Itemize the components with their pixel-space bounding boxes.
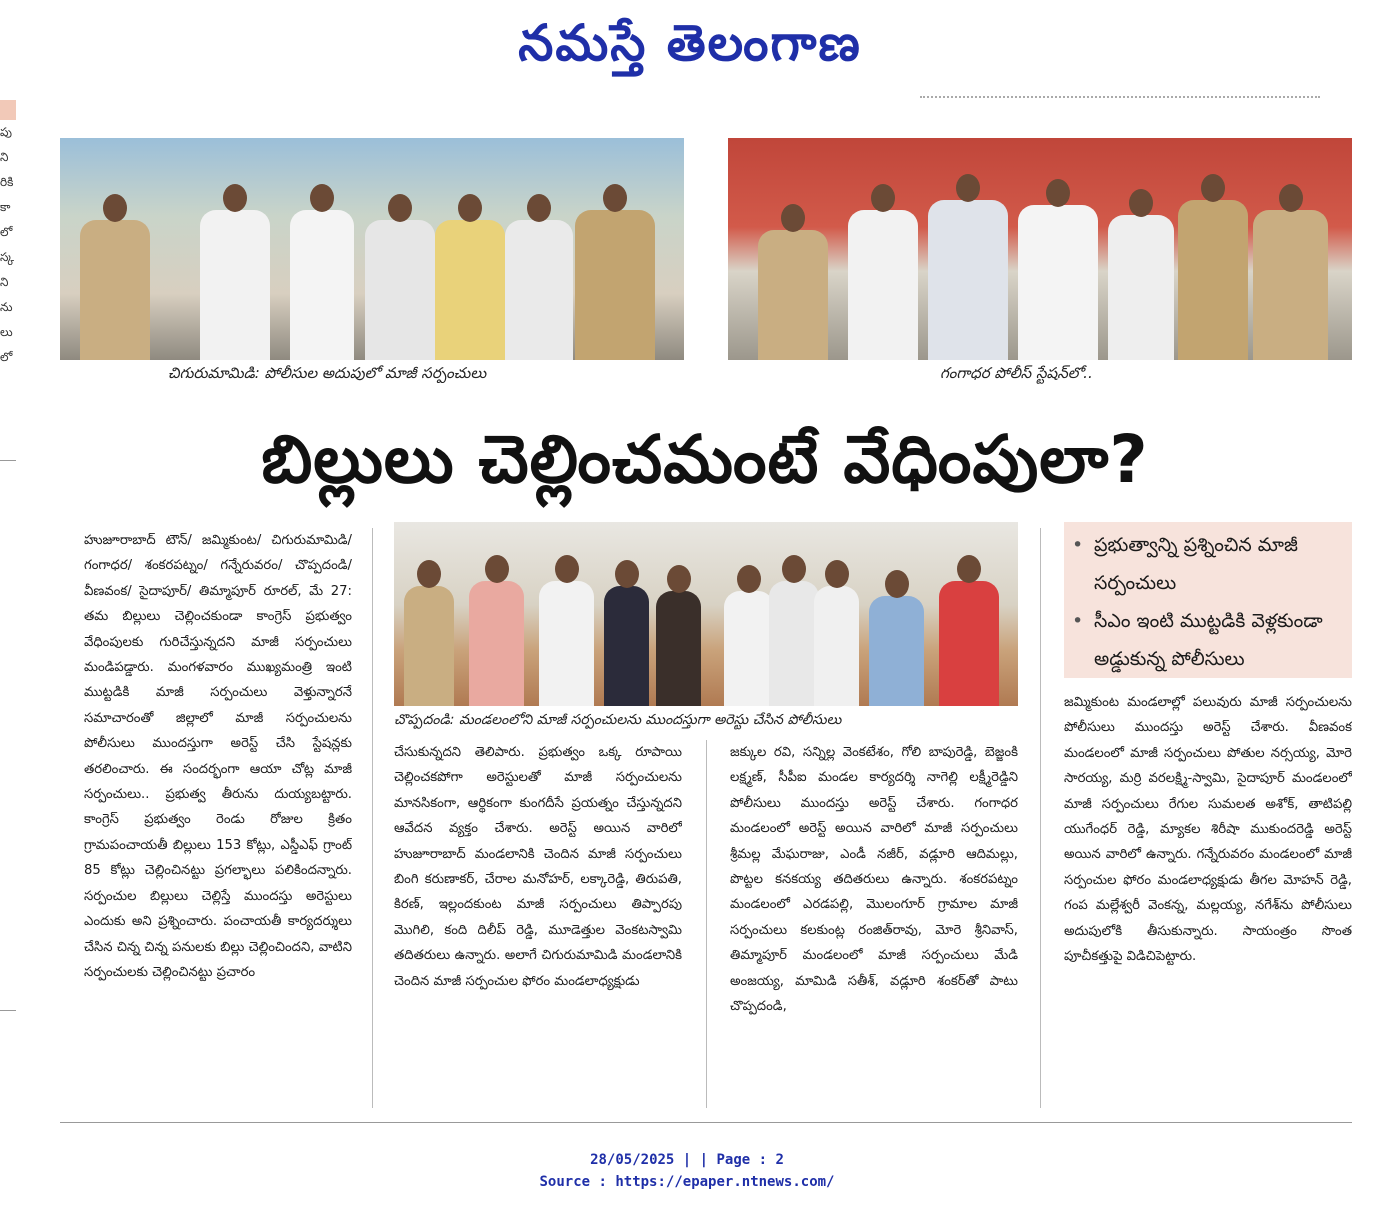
strip-text: లు: [0, 325, 13, 339]
person-figure: [814, 586, 859, 706]
article-column-1: హుజూరాబాద్ టౌన్/ జమ్మికుంట/ చిగురుమామిడి/ గంగాధర/ శంకరపట్నం/ గన్నేరువరం/ చొప్పదండి/వీణవంక/ సైదాపూర్/ తిమ్మాపూర్ రూరల్, మే 27: తమ బిల్లులు చెల్లించకుండా కాంగ్రెస్ ప్రభుత్వం వేధింపులకు గురిచేస్తున్నదని మాజీ సర్పంచులు మండిపడ్డారు. మంగళవారం ముఖ్యమంత్రి ఇంటి ముట్టడికి మాజీ సర్పంచులు వెళ్తున్నారనే సమాచారంతో జిల్లాలో మాజీ సర్పంచులను పోలీసులు ముందస్తుగా అరెస్ట్ చేసి స్టేషన్లకు తరలించారు. ఈ సందర్భంగా ఆయా చోట్ల మాజీ సర్పంచులు.. ప్రభుత్వ తీరును దుయ్యబట్టారు. కాంగ్రెస్ ప్రభుత్వం రెండు రోజుల క్రితం గ్రామపంచాయతీ బిల్లులు 153 కోట్లు, ఎస్డీఎఫ్ గ్రాంట్ 85 కోట్లు చెల్లించినట్టు ప్రగల్భాలు పలికిందన్నారు. సర్పంచుల బిల్లులు చెల్లిస్తే ముందస్తు అరెస్టులు ఎందుకు అని ప్రశ్నించారు. పంచాయతీ కార్యదర్శులు చేసిన చిన్న చిన్న పనులకు బిల్లు చెల్లించిందని, వాటిని సర్పంచులకు చెల్లించినట్టు ప్రచారం: [84, 533, 352, 980]
strip-text: ను: [0, 300, 13, 314]
person-figure: [869, 596, 924, 706]
person-figure: [928, 200, 1008, 360]
person-figure: [575, 210, 655, 360]
person-figure: [404, 586, 454, 706]
strip-text: ని: [0, 275, 9, 289]
edge-rule: [0, 1010, 16, 1011]
strip-color-block: [0, 100, 16, 120]
article-column-2: చేసుకున్నదని తెలిపారు. ప్రభుత్వం ఒక్క రూపాయి చెల్లించకపోగా అరెస్టులతో మాజీ సర్పంచులను మానసికంగా, ఆర్థికంగా కుంగదీసే ప్రయత్నం చేస్తున్నదని ఆవేదన వ్యక్తం చేశారు. అరెస్ట్ అయిన వారిలో హుజూరాబాద్ మండలానికి చెందిన మాజీ సర్పంచులు బింగి కరుణాకర్, చేరాల మనోహర్, లక్కారెడ్డి, తిరుపతి, కిరణ్, ఇల్లందకుంట మాజీ సర్పంచులు తిప్పారపు మొగిలి, కంది దిలీప్ రెడ్డి, మూడెత్తుల వెంకటస్వామి తదితరులు ఉన్నారు. అలాగే చిగురుమామిడి మండలానికి చెందిన మాజీ సర్పంచుల ఫోరం మండలాధ్యక్షుడు: [394, 745, 682, 989]
bullet-icon: •: [1072, 534, 1084, 556]
person-figure: [656, 591, 701, 706]
highlight-item: [1072, 602, 1344, 678]
person-figure: [724, 591, 774, 706]
highlight-item: [1072, 526, 1344, 602]
footer-divider: [60, 1122, 1352, 1123]
person-figure: [200, 210, 270, 360]
strip-text: రికి: [0, 175, 14, 189]
person-figure: [758, 230, 828, 360]
masthead-title: నమస్తే తెలంగాణ: [518, 13, 862, 72]
person-figure: [290, 210, 354, 360]
strip-text: స్క: [0, 250, 15, 264]
column-divider: [706, 740, 707, 1108]
person-figure: [469, 581, 524, 706]
strip-text: కా: [0, 200, 11, 214]
photo-choppadandi: [394, 522, 1018, 706]
photo-gangadhara-station: [728, 138, 1352, 360]
photo-chigurumamidi: [60, 138, 684, 360]
highlights-box: [1064, 522, 1352, 678]
edge-rule: [0, 460, 16, 461]
highlight-text: ప్రభుత్వాన్ని ప్రశ్నించిన మాజీ సర్పంచులు: [1094, 534, 1298, 594]
person-figure: [1253, 210, 1328, 360]
column-divider: [1040, 528, 1041, 1108]
photo3-caption: చొప్పదండి: మండలంలోని మాజీ సర్పంచులను ముందస్తుగా అరెస్టు చేసిన పోలీసులు: [394, 712, 842, 728]
highlight-text: సీఎం ఇంటి ముట్టడికి వెళ్లకుండా అడ్డుకున్న పోలీసులు: [1094, 610, 1323, 670]
article-column-4: జమ్మికుంట మండలాల్లో పలువురు మాజీ సర్పంచులను పోలీసులు ముందస్తు అరెస్ట్ చేశారు. వీణవంక మండలంలో మాజీ సర్పంచులు పోతుల నర్సయ్య, మోరె సారయ్య, మర్రి వరలక్ష్మి-స్వామి, సైదాపూర్ మండలంలో మాజీ సర్పంచులు రేగుల సుమలత అశోక్, తాటిపల్లి యుగేంధర్ రెడ్డి, మ్యాకల శిరీషా ముకుందరెడ్డి అరెస్ట్ అయిన వారిలో ఉన్నారు. గన్నేరువరం మండలంలో మాజీ సర్పంచుల ఫోరం మండలాధ్యక్షుడు తీగల మోహన్ రెడ్డి, గంప మల్లేశ్వరీ వెంకన్న, మల్లయ్య, నగేశ్‌ను పోలీసులు అదుపులోకి తీసుకున్నారు. సాయంత్రం సొంత పూచీకత్తుపై విడిచిపెట్టారు.: [1064, 695, 1352, 965]
strip-text: లో: [0, 350, 13, 364]
photo2-caption: గంగాధర పోలీస్ స్టేషన్‌లో..: [940, 364, 1093, 382]
header-divider: [920, 96, 1320, 102]
column-divider: [372, 528, 373, 1108]
adjacent-page-strip: [0, 100, 16, 1100]
photo1-caption: చిగురుమామిడి: పోలీసుల అదుపులో మాజీ సర్పంచులు: [168, 364, 487, 382]
person-figure: [1108, 215, 1174, 360]
person-figure: [604, 586, 649, 706]
strip-text: లో: [0, 225, 13, 239]
person-figure: [80, 220, 150, 360]
person-figure: [539, 581, 594, 706]
footer-source: Source : https://epaper.ntnews.com/: [539, 1174, 835, 1190]
footer-date-page: 28/05/2025 | | Page : 2: [590, 1152, 784, 1168]
person-figure: [1178, 200, 1248, 360]
person-figure: [769, 581, 819, 706]
person-figure: [848, 210, 918, 360]
person-figure: [365, 220, 435, 360]
strip-text: ని: [0, 150, 9, 164]
article-headline: బిల్లులు చెల్లించమంటే వేధింపులా?: [261, 421, 1149, 498]
article-column-3: జక్కుల రవి, సన్నిల్ల వెంకటేశం, గోలి బాపురెడ్డి, బెజ్జంకి లక్ష్మణ్, సీపీఐ మండల కార్యదర్శి నాగెల్లి లక్ష్మీరెడ్డిని పోలీసులు ముందస్తు అరెస్ట్ చేశారు. గంగాధర మండలంలో అరెస్ట్ అయిన వారిలో మాజీ సర్పంచులు శ్రీమల్ల మేఘరాజు, ఎండీ నజీర్, వడ్లూరి ఆదిమల్లు, పొట్టల కనకయ్య తదితరులు ఉన్నారు. శంకరపట్నం మండలంలో ఎరడపల్లి, మొలంగూర్ గ్రామాల మాజీ సర్పంచులు కలకుంట్ల రంజిత్‌రావు, మోరె శ్రీనివాస్, తిమ్మాపూర్ మండలంలో మాజీ సర్పంచులు మేడి అంజయ్య, మామిడి సతీశ్, వడ్లూరి శంకర్‌తో పాటు చొప్పదండి,: [730, 745, 1018, 1015]
person-figure: [505, 220, 573, 360]
person-figure: [939, 581, 999, 706]
bullet-icon: •: [1072, 610, 1084, 632]
strip-text: పు: [0, 125, 12, 139]
person-figure: [435, 220, 505, 360]
person-figure: [1018, 205, 1098, 360]
